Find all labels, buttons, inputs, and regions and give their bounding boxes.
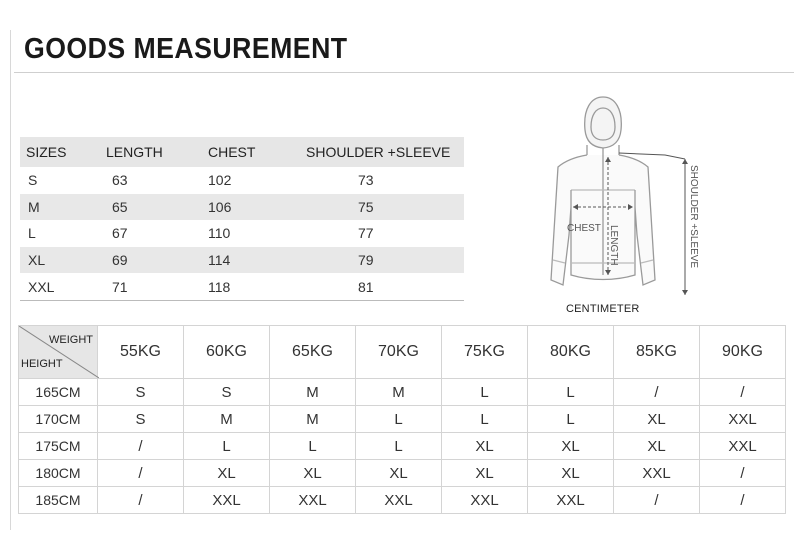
shoulder-sleeve-cell: 77: [358, 225, 374, 242]
size-cell: M: [184, 406, 270, 433]
size-cell: L: [442, 406, 528, 433]
weight-header: 65KG: [270, 326, 356, 379]
size-cell: XL: [28, 252, 46, 269]
size-cell: XXL: [700, 406, 786, 433]
weight-header: 75KG: [442, 326, 528, 379]
length-cell: 69: [112, 252, 128, 269]
size-row: [20, 273, 464, 300]
size-cell: XL: [442, 460, 528, 487]
jacket-diagram: [525, 95, 725, 300]
height-cell: 185CM: [19, 487, 98, 514]
size-cell: XXL: [270, 487, 356, 514]
size-cell: /: [98, 487, 184, 514]
length-label: LENGTH: [608, 225, 619, 266]
height-cell: 180CM: [19, 460, 98, 487]
height-cell: 175CM: [19, 433, 98, 460]
header-length: LENGTH: [106, 144, 163, 160]
weight-header: 85KG: [614, 326, 700, 379]
weight-height-size-table: [18, 325, 786, 514]
weight-header-row: [19, 326, 786, 379]
size-cell: M: [28, 198, 40, 215]
table-row: [19, 433, 786, 460]
size-row: [20, 194, 464, 221]
size-cell: XL: [614, 433, 700, 460]
shoulder-sleeve-cell: 81: [358, 278, 374, 295]
size-cell: L: [528, 406, 614, 433]
jacket-outline: [551, 97, 655, 285]
size-cell: M: [356, 379, 442, 406]
table-row: [19, 379, 786, 406]
chest-cell: 106: [208, 198, 232, 215]
size-cell: XXL: [356, 487, 442, 514]
weight-header: 70KG: [356, 326, 442, 379]
size-cell: XXL: [528, 487, 614, 514]
size-cell: /: [700, 379, 786, 406]
weight-header: 55KG: [98, 326, 184, 379]
size-cell: S: [98, 406, 184, 433]
size-cell: /: [98, 433, 184, 460]
size-cell: L: [528, 379, 614, 406]
chest-cell: 102: [208, 172, 232, 189]
table-row: [19, 460, 786, 487]
page-title: GOODS MEASUREMENT: [24, 33, 348, 65]
size-cell: XXL: [700, 433, 786, 460]
weight-header: 60KG: [184, 326, 270, 379]
size-cell: S: [98, 379, 184, 406]
size-table-header: [20, 137, 464, 167]
size-cell: L: [270, 433, 356, 460]
size-cell: XXL: [184, 487, 270, 514]
shoulder-sleeve-cell: 75: [358, 198, 374, 215]
size-cell: XXL: [28, 278, 55, 295]
size-cell: M: [270, 406, 356, 433]
size-cell: L: [28, 225, 36, 242]
title-divider: [14, 72, 794, 73]
length-cell: 65: [112, 198, 128, 215]
size-cell: XL: [528, 460, 614, 487]
size-cell: XXL: [442, 487, 528, 514]
weight-axis-label: WEIGHT: [49, 334, 93, 346]
chest-cell: 118: [208, 278, 231, 295]
size-cell: L: [356, 433, 442, 460]
size-cell: XL: [614, 406, 700, 433]
length-cell: 67: [112, 225, 128, 242]
weight-header: 80KG: [528, 326, 614, 379]
height-axis-label: HEIGHT: [21, 358, 63, 370]
size-cell: /: [700, 487, 786, 514]
size-cell: L: [442, 379, 528, 406]
table-row: [19, 406, 786, 433]
size-cell: XL: [270, 460, 356, 487]
chest-cell: 110: [208, 225, 231, 242]
size-row: [20, 247, 464, 274]
size-cell: XL: [528, 433, 614, 460]
size-cell: L: [184, 433, 270, 460]
size-cell: XL: [356, 460, 442, 487]
shoulder-sleeve-label: SHOULDER +SLEEVE: [688, 165, 699, 269]
size-cell: XL: [442, 433, 528, 460]
corner-cell: [19, 326, 98, 379]
size-cell: XXL: [614, 460, 700, 487]
size-cell: /: [614, 487, 700, 514]
header-chest: CHEST: [208, 144, 256, 160]
table-row: [19, 487, 786, 514]
size-cell: M: [270, 379, 356, 406]
size-row: [20, 167, 464, 194]
size-cell: XL: [184, 460, 270, 487]
left-border: [10, 30, 11, 530]
size-cell: /: [614, 379, 700, 406]
size-cell: S: [28, 172, 38, 189]
height-cell: 170CM: [19, 406, 98, 433]
size-cell: /: [700, 460, 786, 487]
size-table-bottom-rule: [20, 300, 464, 301]
size-row: [20, 220, 464, 247]
shoulder-sleeve-cell: 73: [358, 172, 374, 189]
chest-cell: 114: [208, 252, 231, 269]
height-cell: 165CM: [19, 379, 98, 406]
unit-label: CENTIMETER: [566, 303, 640, 315]
size-cell: S: [184, 379, 270, 406]
header-shoulder-sleeve: SHOULDER +SLEEVE: [306, 144, 451, 160]
length-cell: 63: [112, 172, 128, 189]
size-table: [20, 137, 464, 301]
length-cell: 71: [112, 278, 128, 295]
shoulder-sleeve-cell: 79: [358, 252, 374, 269]
header-sizes: SIZES: [26, 144, 67, 160]
size-cell: L: [356, 406, 442, 433]
size-cell: /: [98, 460, 184, 487]
weight-header: 90KG: [700, 326, 786, 379]
chest-label: CHEST: [567, 223, 601, 234]
